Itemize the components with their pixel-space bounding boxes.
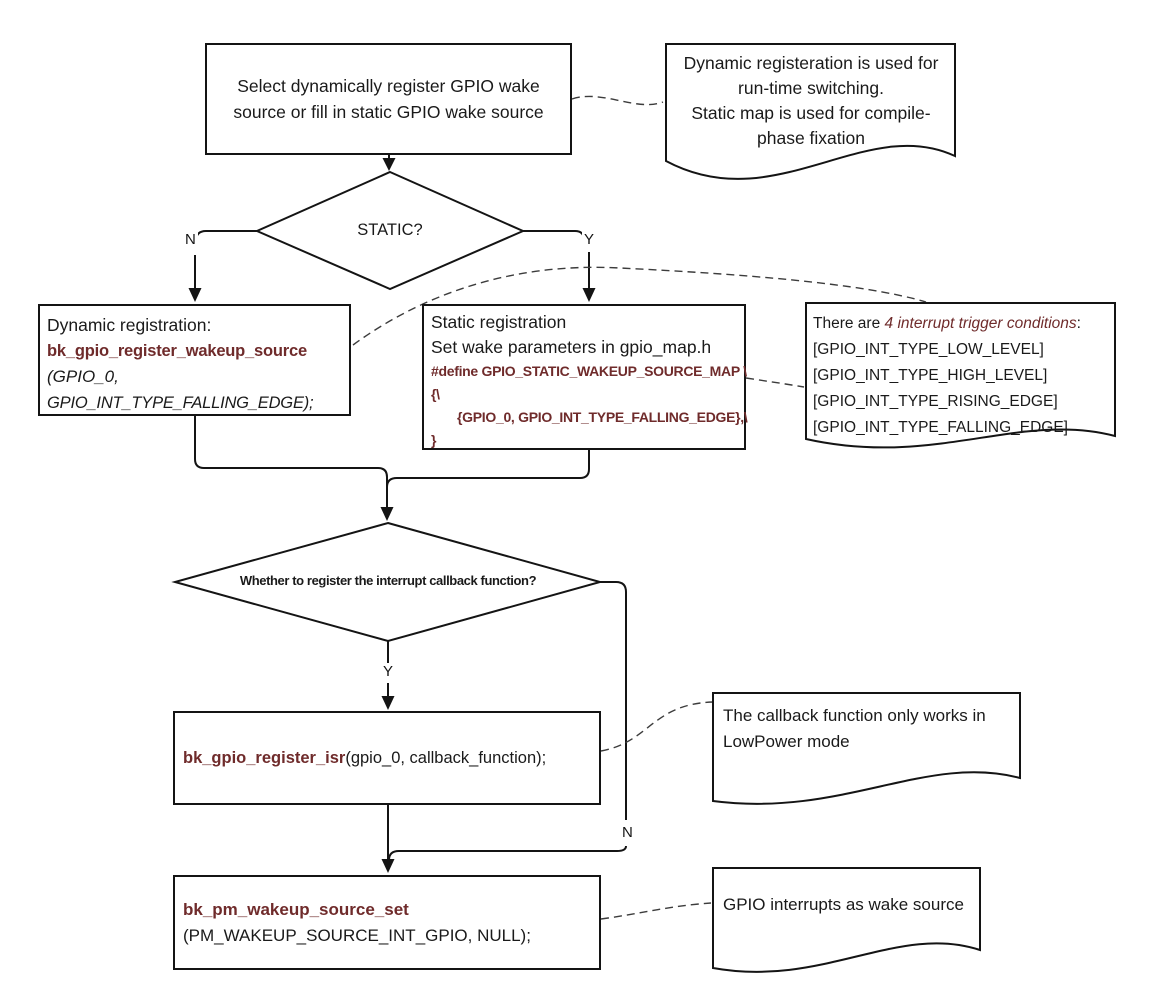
note-shape-wake-source	[713, 868, 980, 972]
process-register-isr	[173, 711, 601, 805]
static-reg-code-define: #define GPIO_STATIC_WAKEUP_SOURCE_MAP \	[431, 363, 747, 379]
process-select-wake-source	[205, 43, 572, 155]
note-callback: The callback function only works in LowPower mode	[723, 706, 986, 751]
pm-args: (PM_WAKEUP_SOURCE_INT_GPIO, NULL);	[183, 925, 531, 945]
arrowhead-into-static-decision	[383, 158, 396, 171]
branch-label-static-yes: Y	[584, 231, 595, 248]
trigger-condition-item: [GPIO_INT_TYPE_HIGH_LEVEL]	[813, 367, 1048, 384]
static-reg-code-close: }	[431, 432, 437, 448]
connector-static-yes-horizontal	[523, 231, 584, 240]
branch-label-callback-yes: Y	[383, 663, 394, 680]
note-trigger-highlight: 4 interrupt trigger conditions	[884, 315, 1077, 332]
dynamic-reg-function: bk_gpio_register_wakeup_source	[47, 342, 307, 360]
trigger-condition-item: [GPIO_INT_TYPE_LOW_LEVEL]	[813, 341, 1044, 358]
isr-args: (gpio_0, callback_function);	[345, 748, 547, 767]
trigger-condition-item: [GPIO_INT_TYPE_FALLING_EDGE]	[813, 419, 1068, 436]
connector-static-to-callback-decision	[387, 450, 589, 487]
note-trigger-heading	[813, 311, 1109, 337]
trigger-condition-item: [GPIO_INT_TYPE_RISING_EDGE]	[813, 393, 1058, 410]
decision-callback-label: Whether to register the interrupt callback function?	[239, 573, 537, 588]
dynamic-reg-arg2: GPIO_INT_TYPE_FALLING_EDGE);	[47, 394, 314, 412]
connector-callback-no-merge	[389, 846, 626, 866]
arrowhead-into-isr-box	[382, 696, 395, 710]
dashed-link-pm-note	[601, 903, 711, 919]
process-pm-wakeup-set	[173, 875, 601, 970]
branch-label-static-no: N	[185, 231, 196, 248]
connector-static-no-horizontal	[196, 231, 257, 241]
branch-label-callback-no: N	[622, 824, 633, 841]
dashed-link-select-note	[572, 96, 663, 104]
note-dynamic-static-line1: Dynamic registeration is used for run-time switching.	[683, 53, 939, 98]
dynamic-reg-arg1: (GPIO_0,	[47, 367, 119, 386]
pm-function: bk_pm_wakeup_source_set	[183, 899, 409, 919]
process-dynamic-registration	[38, 304, 351, 416]
static-reg-subtitle: Set wake parameters in gpio_map.h	[431, 337, 712, 357]
arrowhead-into-dynamic-box	[189, 288, 202, 302]
static-reg-code-open: {\	[431, 386, 440, 402]
note-wake-source: GPIO interrupts as wake source	[723, 895, 964, 914]
note-trigger-conditions	[813, 311, 1109, 441]
static-reg-code-entry: {GPIO_0, GPIO_INT_TYPE_FALLING_EDGE},\	[457, 409, 748, 425]
note-trigger-prefix: There are	[813, 315, 885, 332]
process-select-text: Select dynamically register GPIO wake source or fill in static GPIO wake source	[233, 76, 544, 122]
note-trigger-suffix: :	[1076, 315, 1081, 332]
isr-function: bk_gpio_register_isr	[183, 748, 346, 767]
note-dynamic-static-line2: Static map is used for compile-phase fixation	[691, 103, 931, 148]
arrowhead-into-static-box	[583, 288, 596, 302]
dynamic-reg-title: Dynamic registration:	[47, 315, 212, 335]
dashed-link-isr-note	[601, 702, 713, 751]
process-static-registration	[422, 304, 746, 450]
arrowhead-into-callback-decision	[381, 507, 394, 521]
arrowhead-into-pm-box	[382, 859, 395, 873]
decision-static-label: STATIC?	[357, 221, 423, 239]
static-reg-title: Static registration	[431, 312, 567, 332]
dashed-link-static-to-trigger-note	[746, 378, 804, 387]
connector-dynamic-to-callback-decision	[195, 416, 387, 507]
note-dynamic-static	[672, 51, 950, 151]
